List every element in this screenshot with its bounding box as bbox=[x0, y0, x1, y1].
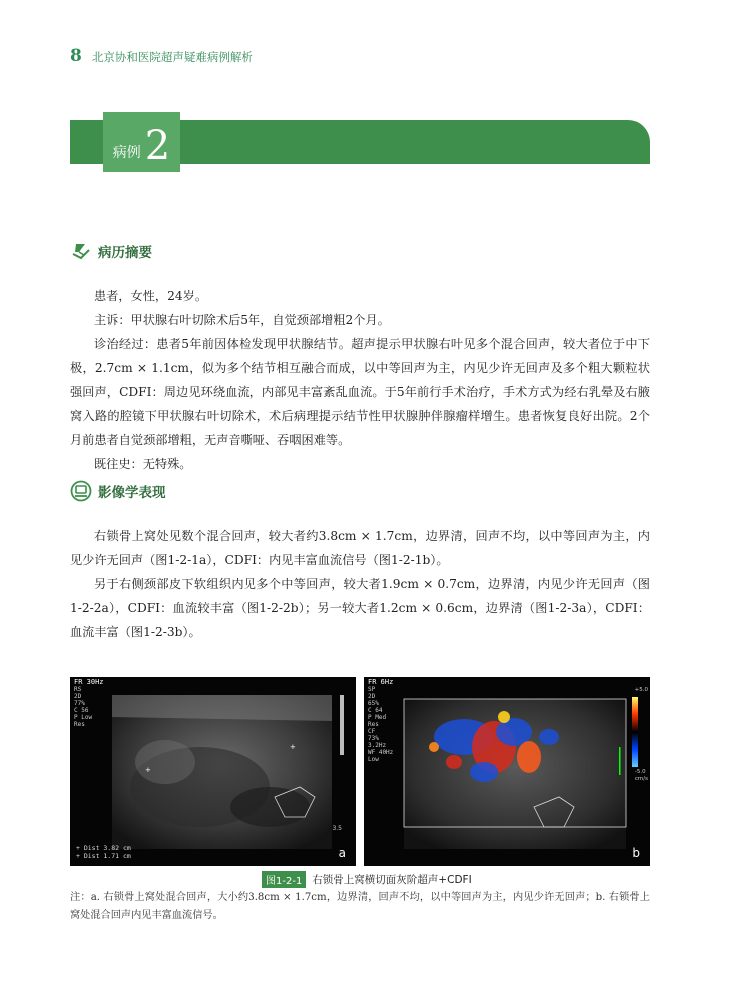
pen-note-icon bbox=[70, 240, 92, 262]
measurement-readout: + Dist 3.82 cm + Dist 1.71 cm bbox=[76, 844, 131, 860]
ultrasound-header-a: FR 30Hz RS 2D 77% C 56 P Low Res bbox=[74, 678, 104, 728]
svg-text:+: + bbox=[290, 743, 296, 751]
figure-title: 右锁骨上窝横切面灰阶超声+CDFI bbox=[312, 874, 472, 886]
figure-caption bbox=[262, 871, 472, 888]
running-header bbox=[70, 46, 253, 66]
monitor-icon bbox=[70, 480, 92, 502]
history-paragraph: 主诉：甲状腺右叶切除术后5年，自觉颈部增粗2个月。 bbox=[94, 313, 390, 327]
imaging-body bbox=[70, 524, 650, 644]
depth-label: 3.5 bbox=[332, 825, 342, 832]
imaging-paragraph: 右锁骨上窝处见数个混合回声，较大者约3.8cm × 1.7cm，边界清，回声不均，以中等回声为主，内见少许无回声（图1-2-1a），CDFI：内见丰富血流信号（图1-2-1b）。 bbox=[70, 529, 650, 567]
history-paragraph: 既往史：无特殊。 bbox=[94, 457, 192, 471]
history-body bbox=[70, 284, 650, 476]
cdfi-ultrasound-image bbox=[364, 677, 650, 866]
case-tab bbox=[103, 112, 180, 172]
page-number: 8 bbox=[70, 46, 82, 66]
figure-note: 注：a. 右锁骨上窝处混合回声，大小约3.8cm × 1.7cm，边界清，回声不均，以中等回声为主，内见少许无回声；b. 右锁骨上窝处混合回声内见丰富血流信号。 bbox=[70, 892, 650, 921]
imaging-heading-label: 影像学表现 bbox=[98, 485, 166, 501]
history-paragraph: 患者，女性，24岁。 bbox=[94, 289, 208, 303]
grayscale-ultrasound-image bbox=[70, 677, 356, 866]
figure-number: 图1-2-1 bbox=[262, 871, 306, 888]
velocity-scale-bottom: -5.0 cm/s bbox=[634, 769, 648, 782]
panel-letter-a: a bbox=[338, 846, 346, 860]
panel-letter-b: b bbox=[632, 846, 640, 860]
ultrasound-panel-a bbox=[70, 677, 356, 866]
case-number: 2 bbox=[144, 123, 171, 169]
ultrasound-header-b: FR 6Hz SP 2D 65% C 64 P Med Res CF 73% 3.2Hz WF 40Hz Low bbox=[368, 678, 394, 763]
svg-text:+: + bbox=[145, 766, 151, 774]
history-heading-label: 病历摘要 bbox=[98, 245, 152, 261]
book-title: 北京协和医院超声疑难病例解析 bbox=[91, 50, 253, 64]
velocity-scale-top: +5.0 bbox=[634, 687, 648, 693]
case-word: 病例 bbox=[112, 145, 141, 161]
ultrasound-panel-b bbox=[364, 677, 650, 866]
history-heading bbox=[70, 240, 152, 262]
imaging-paragraph: 另于右侧颈部皮下软组织内见多个中等回声，较大者1.9cm × 0.7cm，边界清，内见少许无回声（图1-2-2a），CDFI：血流较丰富（图1-2-2b）；另一较大者1.2cm × 0.6cm，边界清（图1-2-3a），CDFI：血流丰富（图1-2-3b）。 bbox=[70, 577, 650, 639]
history-paragraph: 诊治经过：患者5年前因体检发现甲状腺结节。超声提示甲状腺右叶见多个混合回声，较大者位于中下极，2.7cm × 1.1cm，似为多个结节相互融合而成，以中等回声为主，内见少许无回声及多个粗大颗粒状强回声，CDFI：周边见环绕血流，内部见丰富紊乱血流。于5年前行手术治疗，手术方式为经右乳晕及右腋窝入路的腔镜下甲状腺右叶切除术，术后病理提示结节性甲状腺肿伴腺瘤样增生。患者恢复良好出院。2个月前患者自觉颈部增粗，无声音嘶哑、吞咽困难等。 bbox=[70, 337, 650, 447]
imaging-heading bbox=[70, 480, 166, 502]
figure-row bbox=[70, 677, 650, 866]
